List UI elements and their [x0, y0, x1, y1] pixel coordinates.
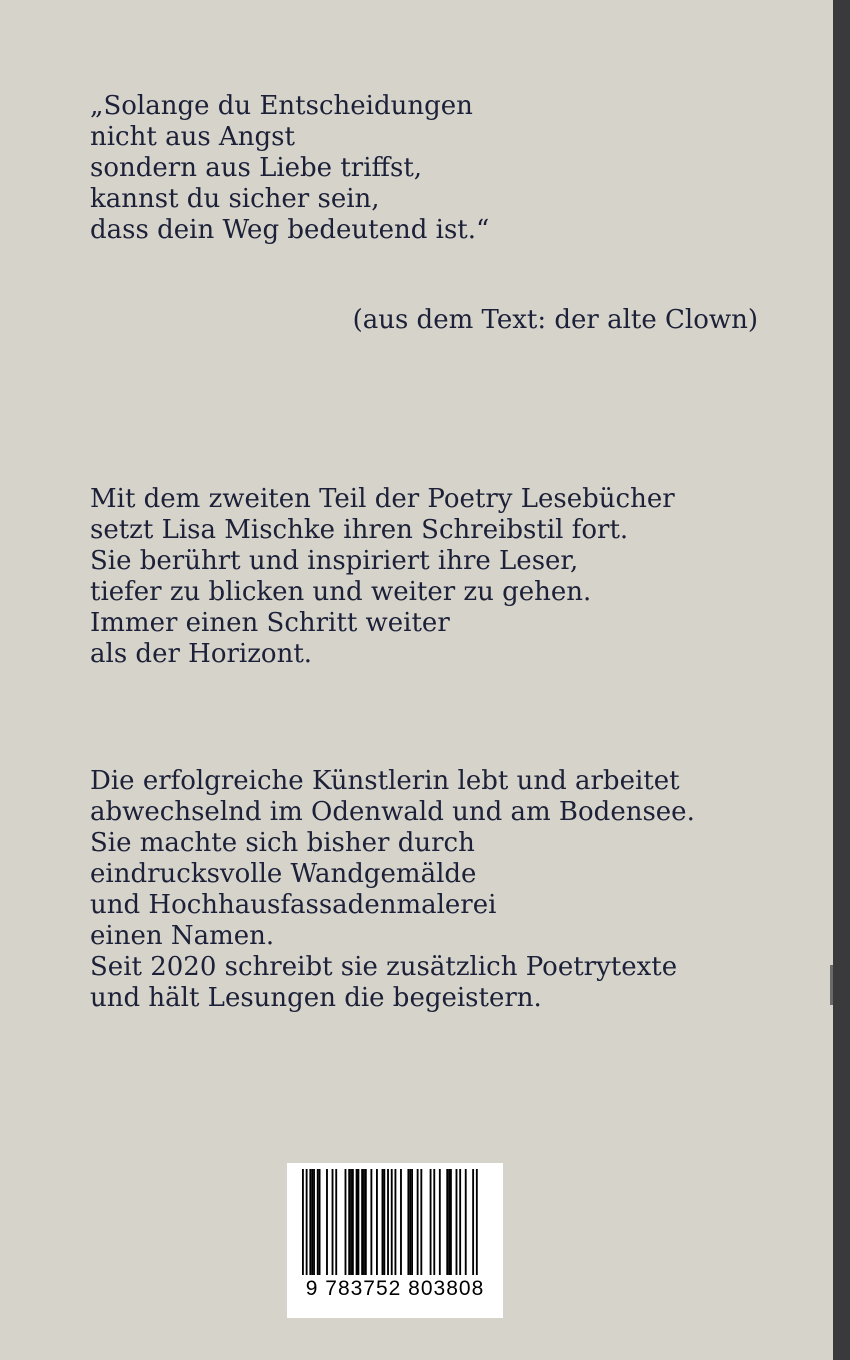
barcode-bar: [465, 1169, 467, 1275]
quote-line: nicht aus Angst: [90, 122, 295, 152]
barcode-bar: [370, 1169, 372, 1275]
barcode-bar: [313, 1169, 315, 1275]
barcode-bar: [459, 1169, 461, 1275]
barcode-bar: [446, 1169, 448, 1275]
barcode-bar: [326, 1169, 328, 1275]
barcode-bar: [345, 1169, 347, 1275]
barcode-bar: [395, 1169, 397, 1275]
barcode-bar: [456, 1169, 458, 1275]
barcode-bar: [319, 1169, 321, 1275]
barcode-bar: [411, 1169, 413, 1275]
intro-line: Mit dem zweiten Teil der Poetry Lesebücher: [90, 484, 675, 514]
barcode-bar: [335, 1169, 337, 1275]
barcode-bar: [450, 1169, 452, 1275]
barcode-bar: [352, 1169, 354, 1275]
bio-line: und hält Lesungen die begeistern.: [90, 983, 542, 1013]
barcode-bar: [420, 1169, 422, 1275]
barcode-bar: [383, 1169, 385, 1275]
isbn-number: 9 783752 803808: [305, 1277, 485, 1300]
barcode-bars: [287, 1163, 503, 1283]
barcode-bar: [448, 1169, 450, 1275]
barcode-bar: [358, 1169, 360, 1275]
barcode-bar: [472, 1169, 474, 1275]
barcode-bar: [306, 1169, 308, 1275]
barcode-bar: [400, 1169, 402, 1275]
quote-line: „Solange du Entscheidungen: [90, 91, 473, 121]
bio-line: einen Namen.: [90, 921, 275, 951]
bio-line: und Hochhausfassadenmalerei: [90, 890, 497, 920]
barcode-bar: [439, 1169, 441, 1275]
barcode-bar: [376, 1169, 378, 1275]
intro-line: Immer einen Schritt weiter: [90, 608, 450, 638]
barcode-bar: [387, 1169, 389, 1275]
author-bio-paragraph: [90, 766, 695, 1014]
intro-paragraph: [90, 484, 675, 670]
bio-line: Sie machte sich bisher durch: [90, 828, 475, 858]
barcode-bar: [332, 1169, 334, 1275]
barcode-bar: [350, 1169, 352, 1275]
barcode-bar: [430, 1169, 432, 1275]
bio-line: abwechselnd im Odenwald und am Bodensee.: [90, 797, 695, 827]
bio-line: eindrucksvolle Wandgemälde: [90, 859, 477, 889]
bio-line: Seit 2020 schreibt sie zusätzlich Poetrytexte: [90, 952, 678, 982]
isbn-barcode: [287, 1163, 503, 1318]
barcode-bar: [365, 1169, 367, 1275]
quote-line: dass dein Weg bedeutend ist.“: [90, 215, 490, 245]
quote-line: sondern aus Liebe triffst,: [90, 153, 423, 183]
bio-line: Die erfolgreiche Künstlerin lebt und arbeitet: [90, 766, 680, 796]
barcode-bar: [361, 1169, 363, 1275]
barcode-bar: [476, 1169, 478, 1275]
intro-line: tiefer zu blicken und weiter zu gehen.: [90, 577, 592, 607]
barcode-bar: [356, 1169, 358, 1275]
spine-mark: [830, 965, 833, 1005]
barcode-bar: [309, 1169, 311, 1275]
quote-block: [90, 91, 489, 246]
barcode-bar: [433, 1169, 435, 1275]
barcode-bar: [363, 1169, 365, 1275]
barcode-bar: [382, 1169, 384, 1275]
barcode-bar: [417, 1169, 419, 1275]
quote-source: (aus dem Text: der alte Clown): [352, 305, 758, 335]
barcode-bar: [348, 1169, 350, 1275]
barcode-bar: [407, 1169, 409, 1275]
barcode-bar: [391, 1169, 393, 1275]
intro-line: als der Horizont.: [90, 639, 313, 669]
barcode-bar: [302, 1169, 304, 1275]
intro-line: setzt Lisa Mischke ihren Schreibstil fort.: [90, 515, 629, 545]
barcode-bar: [311, 1169, 313, 1275]
quote-line: kannst du sicher sein,: [90, 184, 380, 214]
barcode-bar: [317, 1169, 319, 1275]
book-spine-edge: [833, 0, 850, 1360]
intro-line: Sie berührt und inspiriert ihre Leser,: [90, 546, 579, 576]
barcode-bar: [409, 1169, 411, 1275]
